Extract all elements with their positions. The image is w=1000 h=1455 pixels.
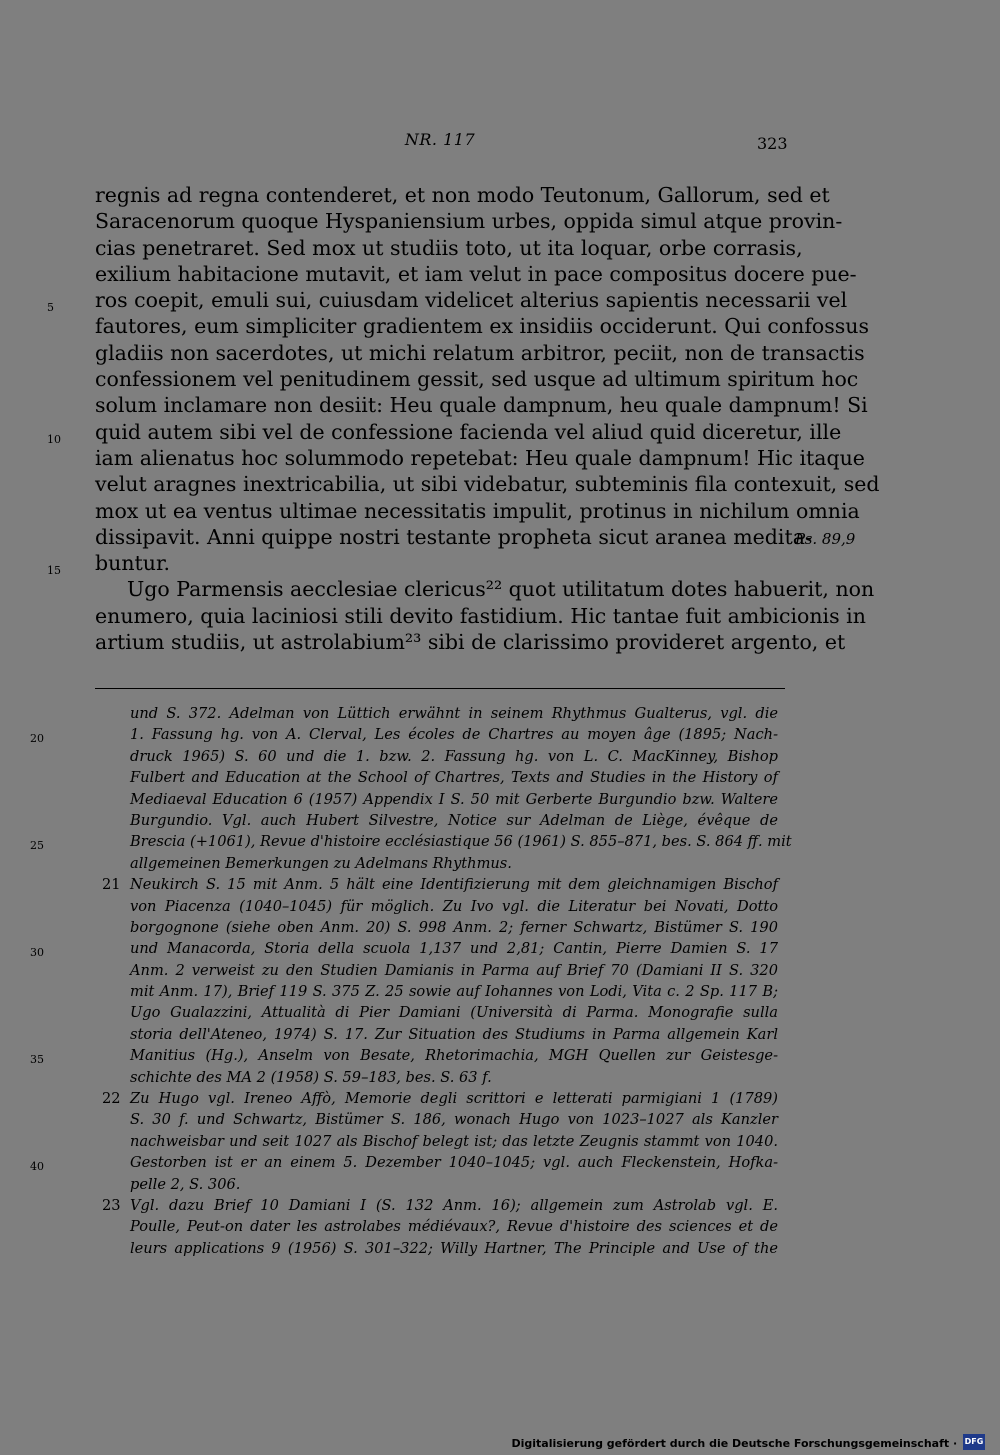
main-text-line — [95, 471, 880, 497]
main-text-line-content: Saracenorum quoque Hyspaniensium urbes, oppida simul atque provin- — [95, 209, 843, 234]
footnote-line — [130, 1024, 778, 1045]
main-text-line-content: gladiis non sacerdotes, ut michi relatum arbitror, peciit, non de transactis — [95, 340, 865, 365]
footnote-line — [130, 1216, 778, 1237]
footnote-line — [130, 1174, 778, 1195]
digitization-credit: Digitalisierung gefördert durch die Deutsche Forschungsgemeinschaft — [511, 1437, 950, 1450]
footnote-line-content: Vgl. dazu Brief 10 Damiani I (S. 132 Anm. 16); allgemein zum Astrolab vgl. E. — [130, 1196, 778, 1214]
footnote-line — [130, 767, 778, 788]
main-text-line — [95, 576, 875, 602]
footnote-line-content: nachweisbar und seit 1027 als Bischof belegt ist; das letzte Zeugnis stammt von 1040. — [130, 1132, 778, 1150]
footnote-line — [130, 896, 778, 917]
main-text-line-content: Ugo Parmensis aecclesiae clericus²² quot utilitatum dotes habuerit, non — [127, 577, 875, 602]
footnote-line — [30, 1152, 778, 1174]
line-number: 15 — [47, 564, 61, 578]
footnote-line — [130, 917, 778, 938]
footnote-line-content: Brescia (+1061), Revue d'histoire ecclésiastique 56 (1961) S. 855–871, bes. S. 864 ff. mit — [130, 833, 792, 851]
main-text-line — [95, 340, 865, 366]
footnote-line-content: Ugo Gualazzini, Attualità di Pier Damiani (Università di Parma. Monografie sulla — [130, 1004, 778, 1022]
footnote-line-content: Neukirch S. 15 mit Anm. 5 hält eine Identifizierung mit dem gleichnamigen Bischof — [130, 876, 778, 894]
footnote-line — [130, 789, 778, 810]
footnote-line — [30, 831, 792, 853]
footnote-line — [130, 1109, 778, 1130]
footnote-line — [130, 853, 778, 874]
main-text-line-content: cias penetraret. Sed mox ut studiis toto, ut ita loquar, orbe corrasis, — [95, 235, 803, 260]
footnote-line-content: Zu Hugo vgl. Ireneo Affò, Memorie degli scrittori e letterati parmigiani 1 (1789) — [130, 1090, 778, 1108]
footnote-number: 21 — [102, 876, 121, 894]
main-text-line — [47, 287, 848, 315]
footnote-line-content: leurs applications 9 (1956) S. 301–322; Willy Hartner, The Principle and Use of the — [130, 1239, 778, 1257]
main-text-line-content: buntur. — [95, 551, 171, 576]
line-number: 10 — [47, 432, 61, 446]
footnote-line — [30, 1045, 778, 1067]
footnote-line-content: Burgundio. Vgl. auch Hubert Silvestre, Notice sur Adelman de Liège, évêque de — [130, 811, 778, 829]
footnote-line — [30, 938, 778, 960]
main-text-line-content: ros coepit, emuli sui, cuiusdam videlicet alterius sapientis necessarii vel — [95, 288, 848, 313]
footnote-line — [130, 746, 778, 767]
main-text-line-content: regnis ad regna contenderet, et non modo Teutonum, Gallorum, sed et — [95, 183, 830, 207]
main-text-line — [95, 366, 859, 392]
main-text-line — [95, 208, 843, 234]
line-number: 20 — [30, 732, 44, 746]
footnote-line-content: Fulbert and Education at the School of Chartres, Texts and Studies in the History of — [130, 769, 778, 787]
main-text-line — [95, 524, 856, 550]
main-text-line-content: solum inclamare non desiit: Heu quale dampnum, heu quale dampnum! Si — [95, 393, 868, 418]
line-number: 5 — [47, 301, 54, 315]
main-text-line-content: fautores, eum simpliciter gradientem ex insidiis occiderunt. Qui confossus — [95, 314, 870, 339]
footnote-line — [130, 1238, 778, 1259]
footer-credit-row: Digitalisierung gefördert durch die Deutsche Forschungsgemeinschaft · — [511, 1437, 961, 1450]
footnote-line — [130, 703, 778, 724]
footnote-line — [102, 1088, 778, 1109]
line-number: 40 — [30, 1160, 44, 1174]
main-text-line — [95, 182, 830, 208]
footnote-line — [130, 981, 778, 1002]
main-text-line-content: mox ut ea ventus ultimae necessitatis impulit, protinus in nichilum omnia — [95, 498, 860, 523]
footnote-line-content: von Piacenza (1040–1045) für möglich. Zu Ivo vgl. die Literatur bei Novati, Dotto — [130, 897, 778, 915]
main-text-block — [47, 182, 880, 655]
main-text-line-content: quid autem sibi vel de confessione facienda vel aliud quid diceretur, ille — [95, 419, 842, 444]
footnote-line-content: und S. 372. Adelman von Lüttich erwähnt in seinem Rhythmus Gualterus, vgl. die — [130, 705, 778, 722]
footnote-line — [30, 724, 778, 746]
line-number: 35 — [30, 1053, 44, 1067]
dfg-logo-icon: DFG — [963, 1434, 985, 1450]
main-text-line — [95, 603, 866, 629]
footnote-line — [130, 1131, 778, 1152]
main-text-line — [47, 419, 842, 446]
footnote-line-content: schichte des MA 2 (1958) S. 59–183, bes. S. 63 f. — [130, 1068, 492, 1086]
footnote-line-content: borgognone (siehe oben Anm. 20) S. 998 Anm. 2; ferner Schwartz, Bistümer S. 190 — [130, 918, 778, 936]
footnote-line — [102, 1195, 778, 1216]
main-text-line — [95, 445, 865, 471]
footnote-number: 23 — [102, 1196, 121, 1214]
main-text-line — [95, 392, 868, 418]
footnote-line-content: pelle 2, S. 306. — [130, 1175, 241, 1193]
main-text-line — [95, 261, 857, 287]
main-text-line-content: confessionem vel penitudinem gessit, sed usque ad ultimum spiritum hoc — [95, 367, 859, 392]
main-text-line-content: iam alienatus hoc solummodo repetebat: Heu quale dampnum! Hic itaque — [95, 445, 865, 470]
main-text-line — [95, 629, 846, 655]
footnote-line — [130, 1067, 778, 1088]
footnote-line-content: S. 30 f. und Schwartz, Bistümer S. 186, wonach Hugo von 1023–1027 als Kanzler — [130, 1111, 778, 1129]
main-text-line-content: enumero, quia laciniosi stili devito fastidium. Hic tantae fuit ambicionis in — [95, 603, 866, 628]
main-text-line — [95, 235, 803, 261]
footnote-line-content: und Manacorda, Storia della scuola 1,137 und 2,81; Cantin, Pierre Damien S. 17 — [130, 940, 778, 958]
footnote-line — [102, 874, 778, 895]
line-number: 25 — [30, 839, 44, 853]
main-text-line-content: exilium habitacione mutavit, et iam velut in pace compositus docere pue- — [95, 261, 857, 286]
footnote-line-content: mit Anm. 17), Brief 119 S. 375 Z. 25 sowie auf Iohannes von Lodi, Vita c. 2 Sp. 117 B; — [130, 983, 778, 1001]
footnote-line-content: Gestorben ist er an einem 5. Dezember 1040–1045; vgl. auch Fleckenstein, Hofka- — [130, 1154, 778, 1172]
footnote-number: 22 — [102, 1090, 121, 1108]
footnote-line — [130, 960, 778, 981]
main-text-line-content: dissipavit. Anni quippe nostri testante propheta sicut aranea medita- — [95, 524, 812, 549]
footnote-line — [130, 810, 778, 831]
footnote-line-content: druck 1965) S. 60 und die 1. bzw. 2. Fassung hg. von L. C. MacKinney, Bishop — [130, 747, 778, 765]
footnote-line-content: Manitius (Hg.), Anselm von Besate, Rhetorimachia, MGH Quellen zur Geistesge- — [130, 1047, 778, 1065]
footnotes-block — [30, 703, 792, 1259]
main-text-line — [95, 313, 870, 339]
running-header-title: NR. 117 — [404, 130, 476, 149]
footnote-divider — [95, 688, 785, 689]
footnote-line-content: Poulle, Peut-on dater les astrolabes médiévaux?, Revue d'histoire des sciences et de — [130, 1218, 778, 1236]
main-text-line — [95, 498, 860, 524]
footnote-line — [130, 1002, 778, 1023]
main-text-line-content: artium studiis, ut astrolabium²³ sibi de clarissimo provideret argento, et — [95, 630, 846, 655]
footnote-line-content: storia dell'Ateneo, 1974) S. 17. Zur Situation des Studiums in Parma allgemein Karl — [130, 1025, 778, 1043]
main-text-line-content: velut aragnes inextricabilia, ut sibi videbatur, subteminis fila contexuit, sed — [95, 472, 880, 497]
main-text-line — [47, 550, 785, 578]
footnote-line-content: 1. Fassung hg. von A. Clerval, Les écoles de Chartres au moyen âge (1895; Nach- — [130, 726, 778, 744]
line-number: 30 — [30, 946, 44, 960]
footnote-line-content: Mediaeval Education 6 (1957) Appendix I S. 50 mit Gerberte Burgundio bzw. Waltere — [130, 790, 778, 808]
footnote-line-content: Anm. 2 verweist zu den Studien Damianis in Parma auf Brief 70 (Damiani II S. 320 — [130, 961, 778, 979]
page-number: 323 — [757, 134, 788, 153]
margin-reference: Ps. 89,9 — [795, 529, 856, 548]
footnote-line-content: allgemeinen Bemerkungen zu Adelmans Rhythmus. — [130, 854, 512, 872]
